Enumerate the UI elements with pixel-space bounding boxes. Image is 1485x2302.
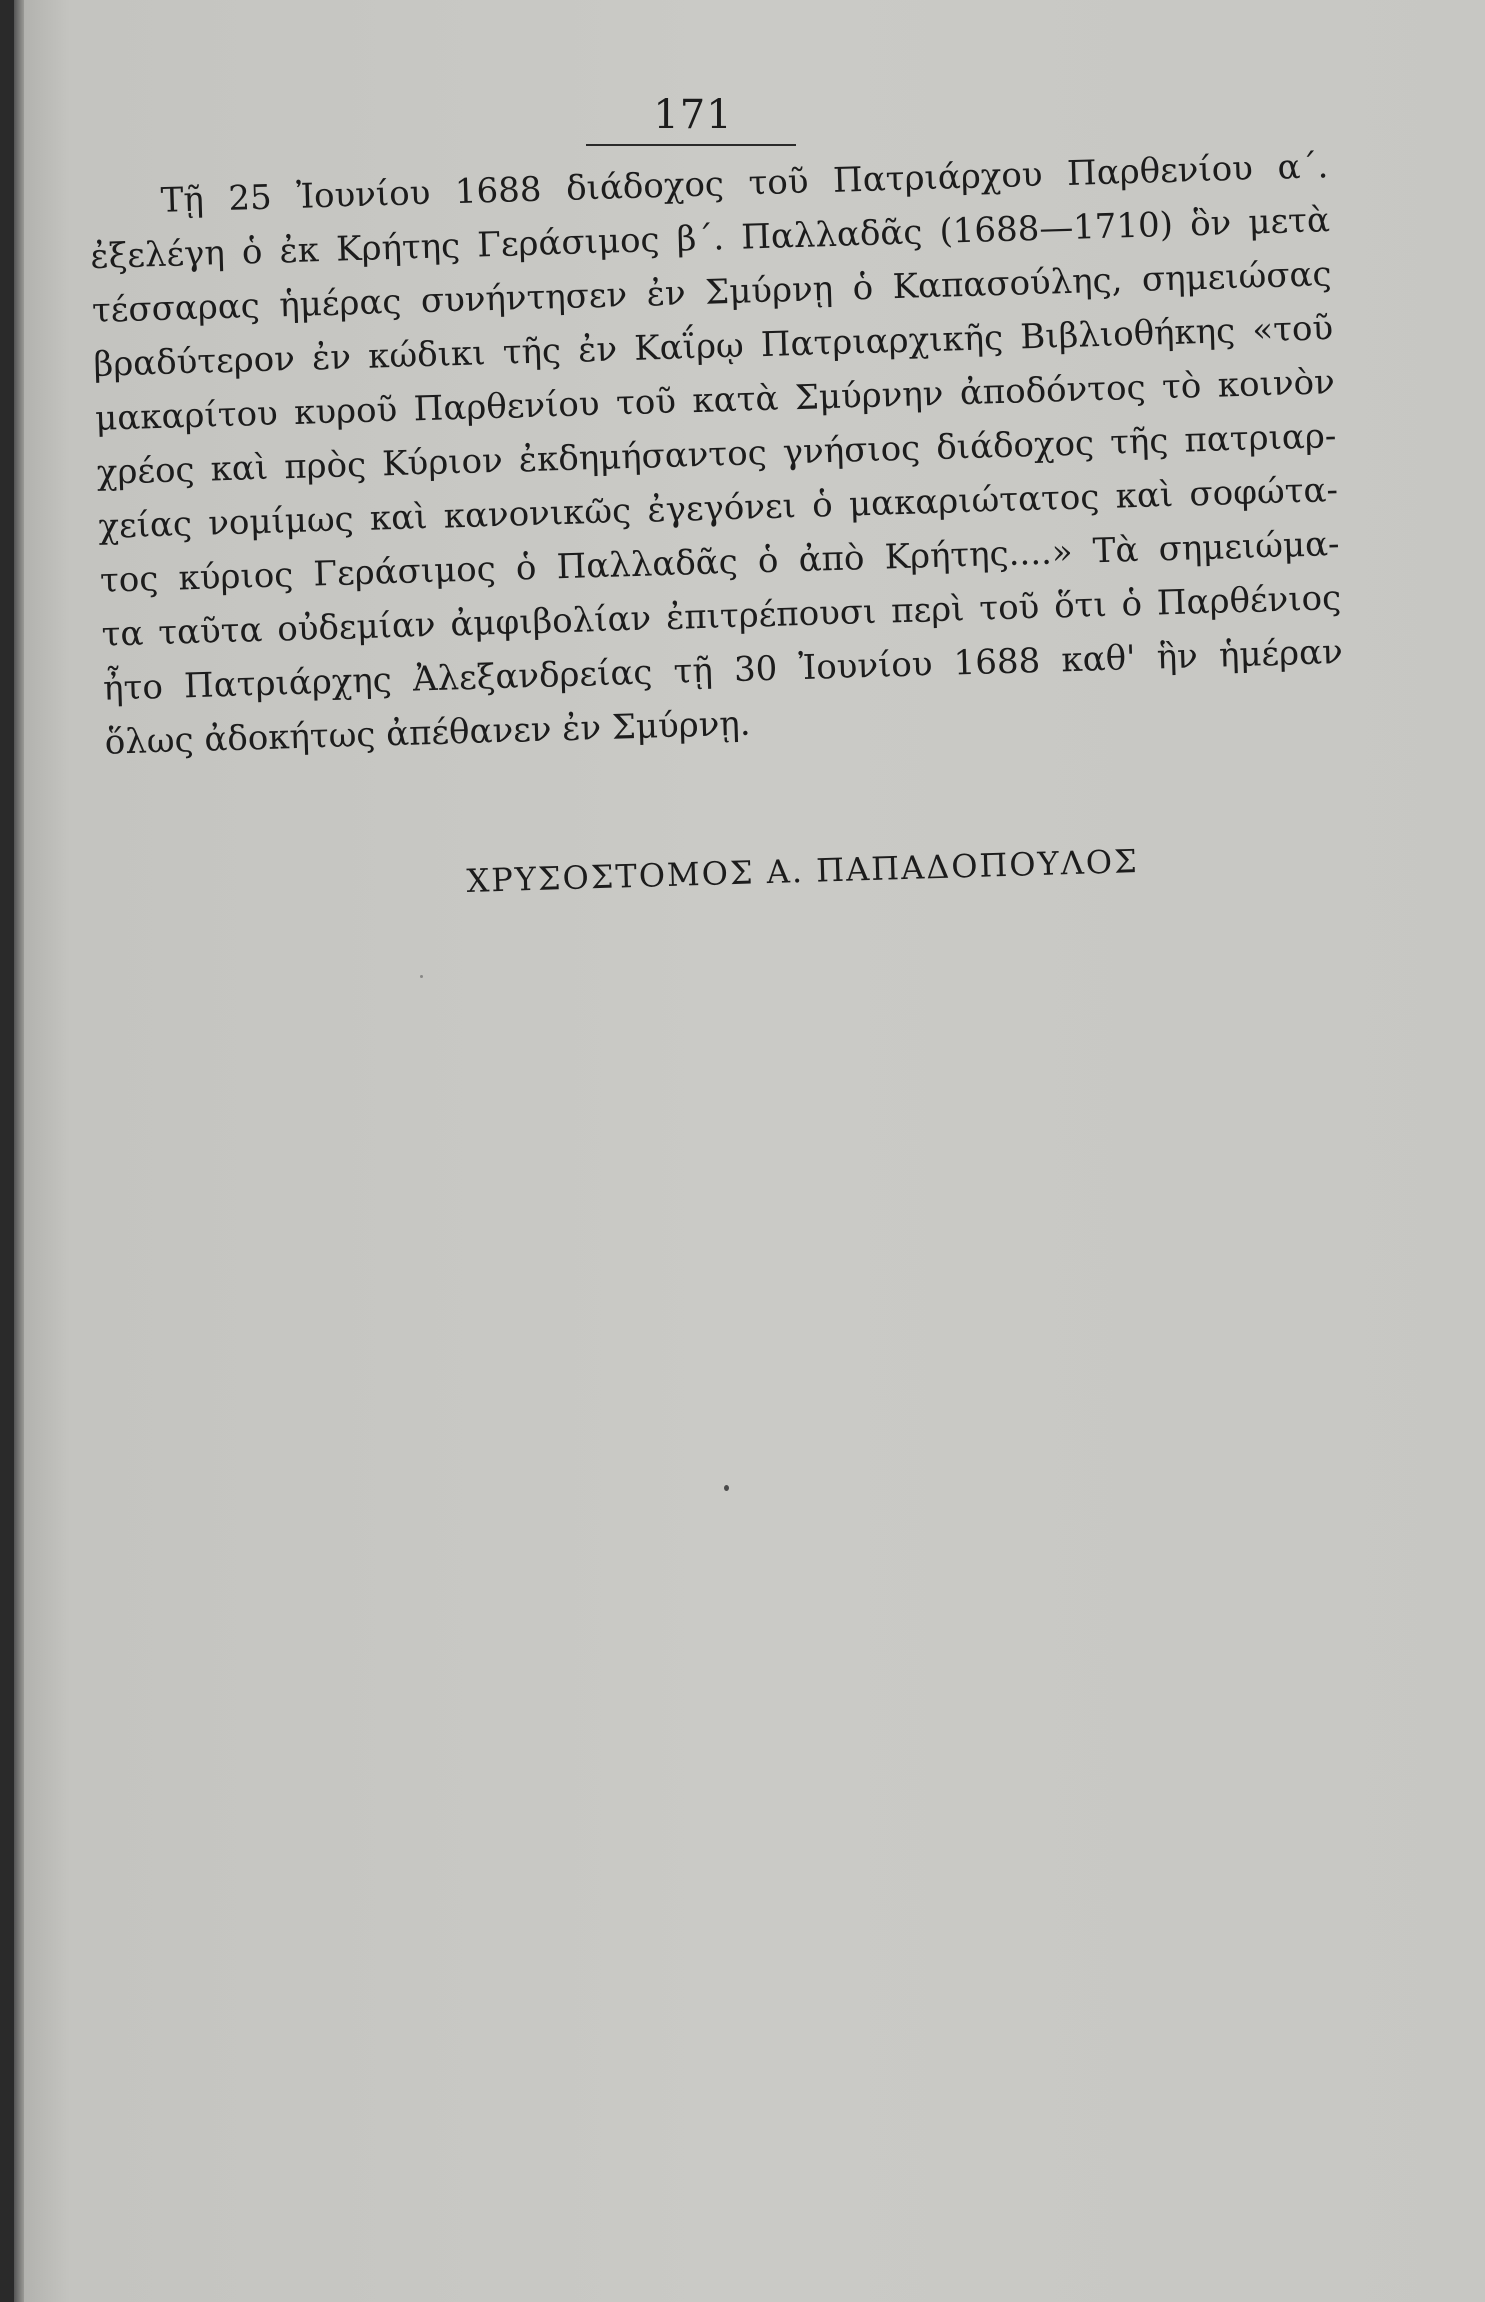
paragraph-line: βραδύτερον ἐν κώδικι τῆς ἐν Καΐρῳ Πατριαρχικῆς Βιβλιοθήκης «τοῦ — [93, 308, 1334, 385]
paper-speck — [724, 1485, 729, 1491]
main-paragraph — [88, 139, 1345, 770]
paragraph-line: μακαρίτου κυροῦ Παρθενίου τοῦ κατὰ Σμύρνην ἀποδόντος τὸ κοινὸν — [94, 362, 1336, 439]
paragraph-line: χρέος καὶ πρὸς Κύριον ἐκδημήσαντος γνήσιος διάδοχος τῆς πατριαρ- — [96, 416, 1337, 493]
paragraph-line: Τῇ 25 Ἰουνίου 1688 διάδοχος τοῦ Πατριάρχου Παρθενίου α΄. — [160, 146, 1329, 221]
paragraph-line: ἦτο Πατριάρχης Ἀλεξανδρείας τῇ 30 Ἰουνίου 1688 καθ' ἣν ἡμέραν — [102, 631, 1344, 709]
paragraph-line: χείας νομίμως καὶ κανονικῶς ἐγεγόνει ὁ μακαριώτατος καὶ σοφώτα- — [97, 470, 1339, 547]
paragraph-line: τος κύριος Γεράσιμος ὁ Παλλαδᾶς ὁ ἀπὸ Κρήτης....» Τὰ σημειώμα- — [99, 524, 1341, 601]
paragraph-line: τέσσαρας ἡμέρας συνήντησεν ἐν Σμύρνῃ ὁ Καπασούλης, σημειώσας — [91, 254, 1333, 331]
author-signature: ΧΡΥΣΟΣΤΟΜΟΣ Α. ΠΑΠΑΔΟΠΟΥΛΟΣ — [466, 842, 1140, 900]
paper-speck — [420, 975, 423, 978]
book-gutter-shadow — [14, 0, 24, 2302]
header-rule — [586, 144, 796, 146]
page-number: 171 — [653, 92, 733, 138]
paragraph-line: τα ταῦτα οὐδεμίαν ἀμφιβολίαν ἐπιτρέπουσι περὶ τοῦ ὅτι ὁ Παρθένιος — [101, 578, 1342, 655]
book-binding-edge — [0, 0, 14, 2302]
paragraph-line: ὅλως ἀδοκήτως ἀπέθανεν ἐν Σμύρνῃ. — [104, 703, 752, 763]
paragraph-line: ἐξελέγη ὁ ἐκ Κρήτης Γεράσιμος β΄. Παλλαδᾶς (1688—1710) ὃν μετὰ — [89, 200, 1331, 277]
